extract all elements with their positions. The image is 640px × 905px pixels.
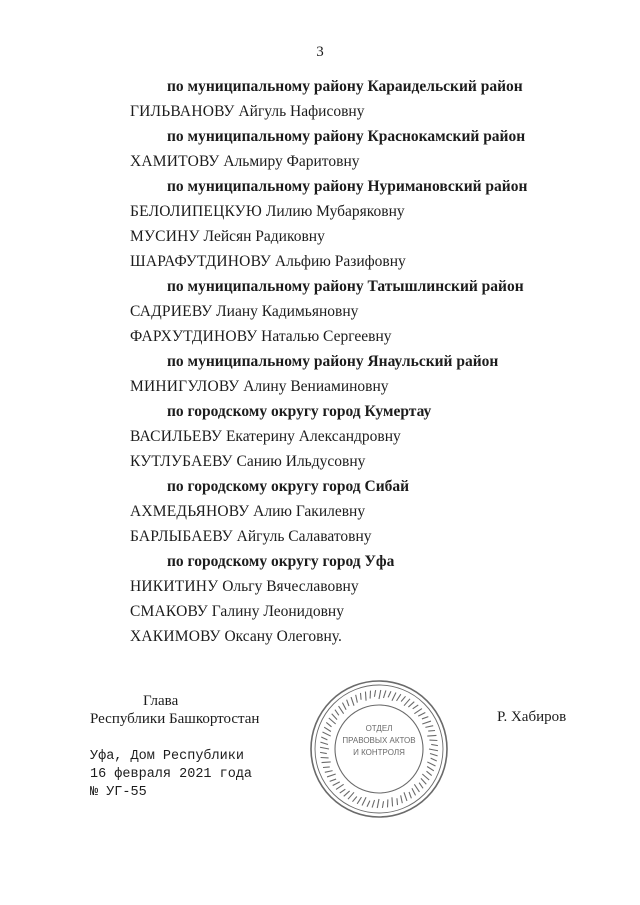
person-name	[130, 624, 610, 649]
person-given-names: Альмиру Фаритовну	[223, 153, 360, 170]
person-surname: ФАРХУТДИНОВУ	[130, 328, 258, 345]
person-given-names: Ольгу Вячеславовну	[222, 578, 359, 595]
person-name	[130, 424, 610, 449]
stamp-ring-mark	[409, 792, 411, 798]
stamp-ring-mark	[404, 792, 407, 801]
stamp-ring-mark	[342, 703, 346, 710]
section-heading: по муниципальному району Краснокамский район	[167, 128, 526, 145]
stamp-ring-mark	[336, 784, 344, 789]
place: Уфа, Дом Республики	[90, 749, 244, 764]
stamp-ring-mark	[413, 705, 419, 709]
stamp-ring-mark	[427, 767, 434, 771]
stamp-ring-mark	[357, 797, 361, 804]
person-given-names: Альфию Разифовну	[274, 253, 406, 270]
stamp-ring-mark	[383, 690, 385, 698]
stamp-ring-mark	[332, 714, 337, 720]
signer-name: Р. Хабиров	[497, 709, 567, 725]
person-given-names: Алину Вениаминовну	[243, 378, 389, 395]
stamp-ring-mark	[431, 758, 437, 761]
stamp-ring-mark	[414, 784, 419, 792]
person-name	[130, 324, 610, 349]
person-name	[130, 224, 610, 249]
stamp-ring-mark	[344, 791, 350, 796]
stamp-ring-mark	[372, 800, 374, 808]
stamp-ring-mark	[340, 789, 346, 793]
decree-body	[130, 74, 610, 649]
signature-title-line2: Республики Башкортостан	[90, 711, 260, 727]
stamp-ring-mark	[404, 699, 410, 706]
person-given-names: Галину Леонидовну	[211, 603, 344, 620]
stamp-ring-mark	[392, 797, 393, 806]
person-surname: АХМЕДЬЯНОВУ	[130, 503, 250, 520]
stamp-ring-mark	[401, 696, 405, 701]
person-given-names: Екатерину Александровну	[225, 428, 401, 445]
person-surname: ХАМИТОВУ	[130, 153, 220, 170]
stamp-ring-mark	[401, 795, 403, 803]
stamp-ring-mark	[348, 792, 354, 799]
person-name	[130, 199, 610, 224]
stamp-ring-mark	[397, 798, 398, 805]
decree-number: № УГ-55	[90, 785, 147, 800]
stamp-inner-line1: ОТДЕЛ	[365, 724, 393, 733]
stamp-ring-mark	[414, 709, 422, 714]
stamp-ring-mark	[425, 726, 433, 728]
person-given-names: Алию Гакилевну	[253, 503, 366, 520]
person-name	[130, 149, 610, 174]
stamp-ring-mark	[422, 717, 428, 719]
section-heading: по муниципальному району Караидельский район	[167, 78, 523, 95]
stamp-ring-mark	[327, 774, 336, 777]
stamp-ring-mark	[431, 744, 438, 745]
person-surname: САДРИЕВУ	[130, 303, 213, 320]
person-given-names: Санию Ильдусовну	[236, 453, 366, 470]
stamp-ring-mark	[388, 691, 391, 697]
stamp-ring-mark	[418, 712, 425, 716]
stamp-inner-line3: И КОНТРОЛЯ	[353, 748, 405, 757]
stamp-ring-mark	[392, 692, 396, 700]
person-given-names: Лилию Мубаряковну	[265, 203, 405, 220]
section-heading: по городскому округу город Кумертау	[167, 403, 432, 420]
person-surname: НИКИТИНУ	[130, 578, 219, 595]
person-given-names: Лиану Кадимьяновну	[216, 303, 359, 320]
stamp-ring-mark	[397, 694, 401, 701]
stamp-ring-mark	[430, 753, 438, 755]
person-surname: ШАРАФУТДИНОВУ	[130, 253, 272, 270]
stamp-ring-mark	[329, 718, 336, 724]
stamp-ring-mark	[326, 722, 331, 726]
stamp-inner-line2: ПРАВОВЫХ АКТОВ	[342, 736, 416, 745]
stamp-ring-mark	[335, 710, 339, 716]
person-name	[130, 449, 610, 474]
person-given-names: Оксану Олеговну.	[224, 628, 342, 645]
stamp-ring-mark	[428, 730, 435, 731]
stamp-ring-mark	[320, 742, 328, 744]
stamp-ring-mark	[429, 749, 438, 751]
person-surname: ВАСИЛЬЕВУ	[130, 428, 223, 445]
person-given-names: Айгуль Салаватовну	[236, 528, 372, 545]
signature-title-line1: Глава	[143, 693, 179, 709]
person-name	[130, 374, 610, 399]
stamp-ring-mark	[321, 737, 327, 740]
stamp-ring-mark	[382, 801, 383, 808]
stamp-ring-mark	[427, 735, 436, 736]
stamp-ring-mark	[362, 797, 366, 805]
stamp-ring-mark	[351, 697, 354, 706]
person-surname: БЕЛОЛИПЕЦКУЮ	[130, 203, 262, 220]
stamp-ring-mark	[320, 747, 329, 749]
official-stamp	[306, 676, 452, 822]
person-surname: МУСИНУ	[130, 228, 200, 245]
stamp-ring-mark	[322, 732, 330, 736]
person-given-names: Лейсян Радиковну	[203, 228, 325, 245]
person-name	[130, 574, 610, 599]
stamp-ring-mark	[323, 767, 330, 768]
stamp-ring-mark	[426, 771, 431, 775]
person-surname: БАРЛЫБАЕВУ	[130, 528, 233, 545]
stamp-ring-mark	[365, 692, 366, 701]
date: 16 февраля 2021 года	[90, 767, 253, 782]
stamp-ring-mark	[379, 690, 381, 699]
stamp-ring-mark	[325, 771, 333, 773]
person-name	[130, 599, 610, 624]
person-surname: ГИЛЬВАНОВУ	[130, 103, 235, 120]
person-surname: ХАКИМОВУ	[130, 628, 221, 645]
person-name	[130, 499, 610, 524]
section-heading: по муниципальному району Нуримановский район	[167, 178, 528, 195]
person-name	[130, 299, 610, 324]
person-name	[130, 524, 610, 549]
section-heading: по муниципальному району Татышлинский район	[167, 278, 524, 295]
stamp-ring-mark	[427, 762, 435, 766]
stamp-ring-mark	[333, 782, 340, 786]
person-surname: СМАКОВУ	[130, 603, 208, 620]
stamp-ring-mark	[352, 796, 356, 801]
stamp-ring-mark	[419, 783, 423, 789]
stamp-ring-mark	[412, 788, 416, 795]
section-heading: по городскому округу город Уфа	[167, 553, 395, 570]
person-name	[130, 99, 610, 124]
person-surname: КУТЛУБАЕВУ	[130, 453, 233, 470]
person-given-names: Айгуль Нафисовну	[238, 103, 365, 120]
stamp-ring-mark	[377, 799, 379, 808]
signature-block	[90, 692, 259, 728]
stamp-ring-mark	[422, 721, 431, 724]
stamp-ring-mark	[330, 779, 336, 781]
stamp-ring-mark	[367, 801, 370, 807]
person-surname: МИНИГУЛОВУ	[130, 378, 240, 395]
stamp-ring-mark	[360, 693, 361, 700]
place-date-block	[90, 748, 252, 802]
person-given-names: Наталью Сергеевну	[261, 328, 392, 345]
stamp-ring-mark	[374, 690, 375, 697]
stamp-ring-mark	[422, 774, 429, 780]
stamp-ring-mark	[322, 762, 331, 763]
stamp-ring-mark	[324, 727, 331, 731]
stamp-ring-mark	[356, 695, 358, 703]
stamp-ring-mark	[408, 702, 414, 707]
stamp-ring-mark	[347, 700, 349, 706]
section-heading: по городскому округу город Сибай	[167, 478, 410, 495]
section-heading: по муниципальному району Янаульский район	[167, 353, 499, 370]
stamp-ring-mark	[320, 752, 327, 753]
person-name	[130, 249, 610, 274]
stamp-graphic	[306, 676, 452, 822]
stamp-ring-mark	[339, 706, 344, 714]
stamp-ring-mark	[421, 778, 426, 784]
page-number: 3	[316, 44, 324, 60]
